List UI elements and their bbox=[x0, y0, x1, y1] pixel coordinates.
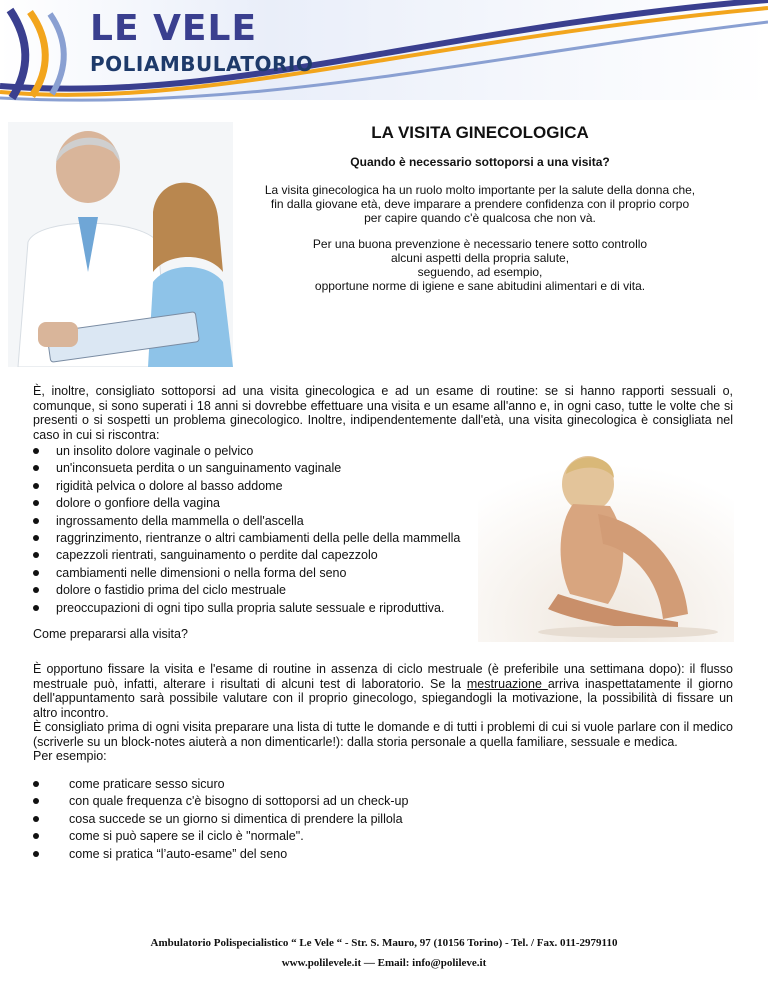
intro-paragraph-2 bbox=[240, 237, 720, 293]
list-item: cambiamenti nelle dimensioni o nella forma del seno bbox=[33, 565, 493, 582]
list-item: raggrinzimento, rientranze o altri cambiamenti della pelle della mammella bbox=[33, 530, 493, 547]
list-item: preoccupazioni di ogni tipo sulla propria salute sessuale e riproduttiva. bbox=[33, 600, 493, 617]
list-item: come si può sapere se il ciclo è "normale". bbox=[33, 828, 533, 845]
woman-photo bbox=[478, 444, 734, 642]
list-item: un'inconsueta perdita o un sanguinamento vaginale bbox=[33, 460, 493, 477]
section2-text bbox=[33, 662, 733, 764]
list-item: dolore o gonfiore della vagina bbox=[33, 495, 493, 512]
list-item: rigidità pelvica o dolore al basso addome bbox=[33, 478, 493, 495]
bullet-icon bbox=[33, 483, 39, 489]
section1-paragraph: È, inoltre, consigliato sottoporsi ad una visita ginecologica e ad un esame di routine: se si hanno rapporti sessuali o, comunque, si sono superati i 18 anni si dovrebbe effettuare una visita e un esame all'anno e, in ogni caso, tutte le volte che si presenti o si sospetti un problema ginecologico. Inoltre, indipendentemente dall'età, una visita ginecologica è consigliata nel caso in cui si riscontra: bbox=[33, 384, 733, 442]
footer-contacts: www.polilevele.it — Email: info@polileve.it bbox=[281, 957, 487, 969]
section2-paragraph-2: È consigliato prima di ogni visita preparare una lista di tutte le domande e di tutti i problemi di cui si vuole parlare con il medico (scriverle su un block-notes aiuterà a non dimenticarle!): dalla storia personale a quella familiare, sessuale e medica. bbox=[33, 720, 733, 749]
bullet-icon bbox=[33, 518, 39, 524]
intro-paragraph-1 bbox=[240, 183, 720, 225]
list-item: cosa succede se un giorno si dimentica di prendere la pillola bbox=[33, 811, 533, 828]
list-item: un insolito dolore vaginale o pelvico bbox=[33, 443, 493, 460]
section1-text bbox=[33, 384, 733, 442]
doctors-photo bbox=[8, 122, 233, 367]
bullet-icon bbox=[33, 798, 39, 804]
preparation-question: Come prepararsi alla visita? bbox=[33, 627, 188, 641]
bullet-icon bbox=[33, 605, 39, 611]
list-item: come si pratica “l’auto-esame” del seno bbox=[33, 846, 533, 863]
bullet-icon bbox=[33, 448, 39, 454]
intro-line: La visita ginecologica ha un ruolo molto importante per la salute della donna che, bbox=[264, 183, 696, 197]
bullet-icon bbox=[33, 816, 39, 822]
intro-line: Per una buona prevenzione è necessario tenere sotto controllo bbox=[312, 237, 648, 251]
page-title: LA VISITA GINECOLOGICA bbox=[371, 123, 589, 142]
mestruazione-link[interactable]: mestruazione bbox=[466, 676, 548, 691]
footer-address: Ambulatorio Polispecialistico “ Le Vele “ - Str. S. Mauro, 97 (10156 Torino) - Tel. / Fax. 011-2979110 bbox=[150, 937, 618, 949]
intro-line: per capire quando c'è qualcosa che non và. bbox=[364, 211, 596, 225]
section2-paragraph-1: È opportuno fissare la visita e l'esame di routine in assenza di ciclo mestruale (è preferibile una settimana dopo): il flusso mestruale può, infatti, alterare i risultati di alcuni test di laboratorio. Se la mestruazione arriva inaspettatamente il giorno dell'appuntamento sarà possibile valutare con il proprio ginecologo, spiegandogli la motivazione, la possibilità di fissare un altro incontro. bbox=[33, 662, 733, 720]
bullet-icon bbox=[33, 552, 39, 558]
bullet-icon bbox=[33, 851, 39, 857]
intro-line: fin dalla giovane età, deve imparare a prendere confidenza con il proprio corpo bbox=[270, 197, 690, 211]
brand-subtitle: POLIAMBULATORIO bbox=[90, 52, 314, 76]
section2-paragraph-3: Per esempio: bbox=[33, 749, 107, 763]
intro-line: seguendo, ad esempio, bbox=[417, 265, 543, 279]
intro-line: opportune norme di igiene e sane abitudini alimentari e di vita. bbox=[314, 279, 646, 293]
questions-list bbox=[33, 776, 533, 863]
list-item: con quale frequenza c'è bisogno di sottoporsi ad un check-up bbox=[33, 793, 533, 810]
bullet-icon bbox=[33, 833, 39, 839]
bullet-icon bbox=[33, 500, 39, 506]
brand-title: LE VELE bbox=[90, 8, 258, 49]
bullet-icon bbox=[33, 465, 39, 471]
bullet-icon bbox=[33, 587, 39, 593]
intro-line: alcuni aspetti della propria salute, bbox=[390, 251, 570, 265]
intro-section bbox=[240, 123, 720, 305]
bullet-icon bbox=[33, 535, 39, 541]
list-item: come praticare sesso sicuro bbox=[33, 776, 533, 793]
intro-question: Quando è necessario sottoporsi a una visita? bbox=[350, 155, 610, 169]
list-item: ingrossamento della mammella o dell'ascella bbox=[33, 513, 493, 530]
bullet-icon bbox=[33, 570, 39, 576]
list-item: capezzoli rientrati, sanguinamento o perdite dal capezzolo bbox=[33, 547, 493, 564]
symptoms-list bbox=[33, 443, 493, 617]
bullet-icon bbox=[33, 781, 39, 787]
list-item: dolore o fastidio prima del ciclo mestruale bbox=[33, 582, 493, 599]
letterhead bbox=[0, 0, 768, 110]
